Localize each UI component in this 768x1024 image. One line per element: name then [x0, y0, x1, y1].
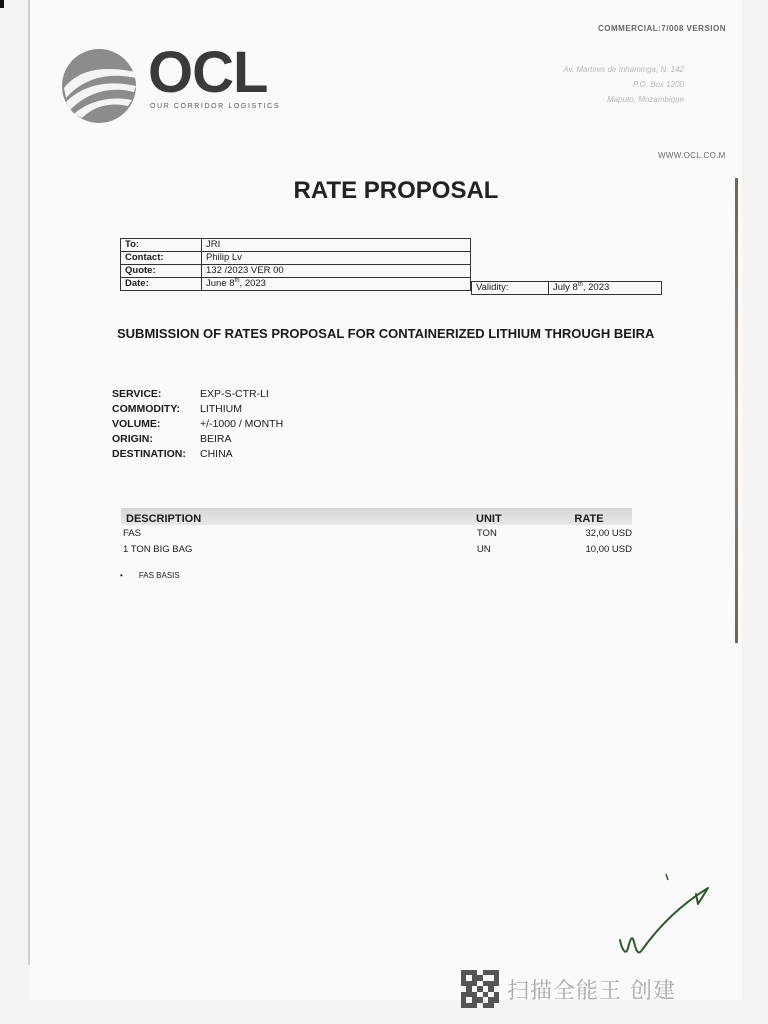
address-line: Av. Martires de Inhaminga, N. 142	[563, 65, 684, 74]
detail-row	[112, 432, 283, 447]
rates-table	[121, 508, 632, 557]
bullet-icon: •	[120, 571, 123, 580]
company-tagline: OUR CORRIDOR LOGISTICS	[150, 103, 281, 110]
address-line: Maputo, Mozambique	[607, 95, 684, 104]
detail-row	[112, 387, 283, 402]
version-tag: COMMERCIAL:7/008 VERSION	[598, 24, 727, 33]
detail-value: EXP-S-CTR-LI	[200, 388, 269, 400]
description-header: DESCRIPTION	[126, 513, 202, 525]
scan-mark	[0, 0, 4, 8]
row-rate: 32,00 USD	[585, 527, 632, 539]
detail-label: SERVICE:	[112, 388, 162, 400]
scanner-watermark	[461, 970, 676, 1008]
validity-label: Validity:	[472, 282, 549, 295]
detail-value: +/-1000 / MONTH	[200, 418, 284, 430]
watermark-text: 扫描全能王 创建	[507, 978, 676, 1004]
detail-row	[112, 417, 283, 432]
quote-info-table	[120, 238, 471, 291]
row-description: 1 TON BIG BAG	[123, 543, 193, 555]
date-label: Date:	[121, 278, 202, 291]
detail-label: VOLUME:	[112, 418, 161, 430]
detail-row	[112, 402, 283, 417]
table-row	[121, 525, 632, 541]
detail-row	[112, 447, 283, 462]
date-value: June 8th, 2023	[202, 278, 471, 291]
table-row	[121, 239, 471, 252]
quote-label: Quote:	[121, 265, 202, 278]
detail-value: CHINA	[200, 448, 233, 460]
contact-value: Philip Lv	[202, 252, 471, 265]
note-text: FAS BASIS	[138, 571, 180, 580]
row-description: FAS	[123, 527, 141, 539]
row-unit: TON	[476, 527, 497, 539]
handwritten-signature	[612, 870, 716, 960]
table-row	[121, 541, 632, 557]
page-title: RATE PROPOSAL	[293, 177, 499, 204]
terms-note	[120, 571, 180, 580]
company-website: WWW.OCL.CO.M	[658, 151, 726, 160]
rates-header	[121, 508, 632, 525]
table-row	[121, 252, 471, 265]
company-address	[563, 62, 684, 107]
ocl-logo-icon	[60, 48, 138, 124]
rate-header: RATE	[574, 513, 604, 525]
to-value: JRI	[202, 239, 471, 252]
detail-value: BEIRA	[200, 433, 232, 445]
document-page	[30, 0, 742, 1000]
qr-code-icon	[461, 970, 499, 1008]
unit-header: UNIT	[476, 513, 502, 525]
table-row	[121, 278, 471, 291]
detail-label: COMMODITY:	[112, 403, 181, 415]
address-line: P.O. Box 1200	[633, 80, 684, 89]
quote-value: 132 /2023 VER 00	[202, 265, 471, 278]
table-row	[121, 265, 471, 278]
scan-edge-right	[735, 178, 738, 643]
row-unit: UN	[476, 543, 491, 555]
scan-edge-left	[28, 0, 30, 965]
row-rate: 10,00 USD	[585, 543, 632, 555]
detail-value: LITHIUM	[200, 403, 242, 415]
validity-table	[471, 281, 662, 295]
detail-label: ORIGIN:	[112, 433, 153, 445]
to-label: To:	[121, 239, 202, 252]
proposal-subject: SUBMISSION OF RATES PROPOSAL FOR CONTAINERIZED LITHIUM THROUGH BEIRA	[117, 326, 655, 341]
shipment-details	[112, 387, 283, 462]
detail-label: DESTINATION:	[112, 448, 186, 460]
contact-label: Contact:	[121, 252, 202, 265]
validity-value: July 8th, 2023	[549, 282, 662, 295]
company-logo-text: OCL	[148, 40, 268, 105]
table-row	[472, 282, 662, 295]
